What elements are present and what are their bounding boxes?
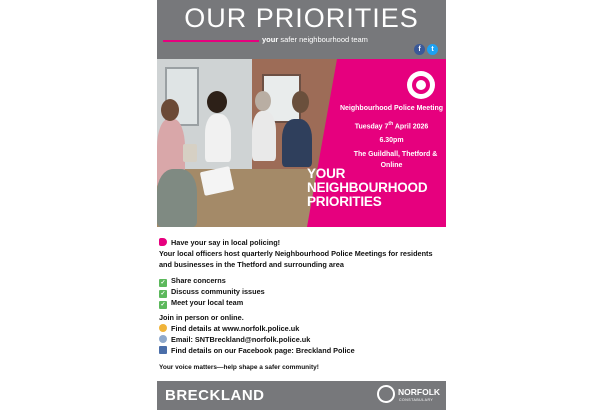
check-item-text: Share concerns	[171, 276, 226, 285]
checkmark-icon: ✓	[160, 291, 166, 297]
tagline-line-3: PRIORITIES	[307, 194, 382, 209]
page-title: OUR PRIORITIES	[184, 3, 419, 33]
footer-banner	[157, 381, 446, 410]
header-subtitle-rest: safer neighbourhood team	[280, 35, 368, 44]
meeting-date	[337, 121, 446, 130]
facebook-icon[interactable]: f	[414, 44, 425, 55]
photo-person	[205, 114, 231, 162]
meeting-date-suffix: April 2026	[394, 123, 429, 131]
meeting-time: 6.30pm	[379, 137, 404, 144]
meeting-date-prefix: Tuesday 7	[354, 123, 389, 131]
header-accent-line	[163, 40, 259, 42]
facebook-text[interactable]: Find details on our Facebook page: Breckland Police	[171, 346, 355, 355]
meeting-title: Neighbourhood Police Meeting	[339, 105, 444, 112]
photo-person-head	[255, 91, 271, 111]
police-crest-icon	[407, 71, 435, 99]
header-subtitle	[262, 35, 368, 44]
photo-person-head	[161, 99, 179, 121]
closing-line: Your voice matters—help shape a safer community!	[159, 364, 319, 371]
photo-person	[157, 169, 197, 227]
header-subtitle-bold: your	[262, 35, 279, 44]
email-text[interactable]: Email: SNTBreckland@norfolk.police.uk	[171, 335, 311, 344]
breckland-logo: BRECKLAND	[165, 387, 265, 404]
header-banner	[157, 0, 446, 59]
photo-cup	[183, 144, 197, 162]
paragraph-line-1: Your local officers host quarterly Neighbourhood Police Meetings for residents	[159, 249, 433, 258]
intro-text: Have your say in local policing!	[171, 238, 281, 247]
web-details-text[interactable]: Find details at www.norfolk.police.uk	[171, 324, 300, 333]
checkmark-icon: ✓	[160, 302, 166, 308]
norfolk-logo-sub: CONSTABULARY	[399, 398, 434, 402]
check-item	[159, 276, 226, 287]
checkmark-icon: ✓	[160, 280, 166, 286]
meeting-date-sup: th	[388, 121, 394, 127]
norfolk-crest-icon	[377, 385, 395, 403]
priorities-tagline	[307, 167, 427, 209]
pointing-hand-icon	[159, 324, 167, 332]
meeting-info-panel	[307, 59, 446, 227]
meeting-venue-line1: The Guildhall, Thetford &	[353, 151, 438, 158]
megaphone-icon	[159, 238, 167, 246]
check-item-text: Meet your local team	[171, 298, 244, 307]
check-item	[159, 298, 243, 309]
poster	[157, 0, 446, 410]
intro-line	[159, 238, 280, 249]
photo-person	[252, 111, 276, 161]
web-details-line	[159, 324, 299, 335]
join-line: Join in person or online.	[159, 313, 244, 322]
check-item-text: Discuss community issues	[171, 287, 265, 296]
facebook-page-icon	[159, 346, 167, 354]
meeting-venue-line2: Online	[380, 162, 403, 169]
email-line	[159, 335, 310, 346]
norfolk-logo: NORFOLK	[398, 387, 441, 397]
paragraph-line-2: and businesses in the Thetford and surrounding area	[159, 260, 344, 269]
photo-person-head	[207, 91, 227, 113]
facebook-line	[159, 346, 355, 357]
tagline-line-2: NEIGHBOURHOOD	[307, 180, 428, 195]
tagline-line-1: YOUR	[307, 166, 346, 181]
check-item	[159, 287, 265, 298]
email-icon	[159, 335, 167, 343]
twitter-icon[interactable]: t	[427, 44, 438, 55]
